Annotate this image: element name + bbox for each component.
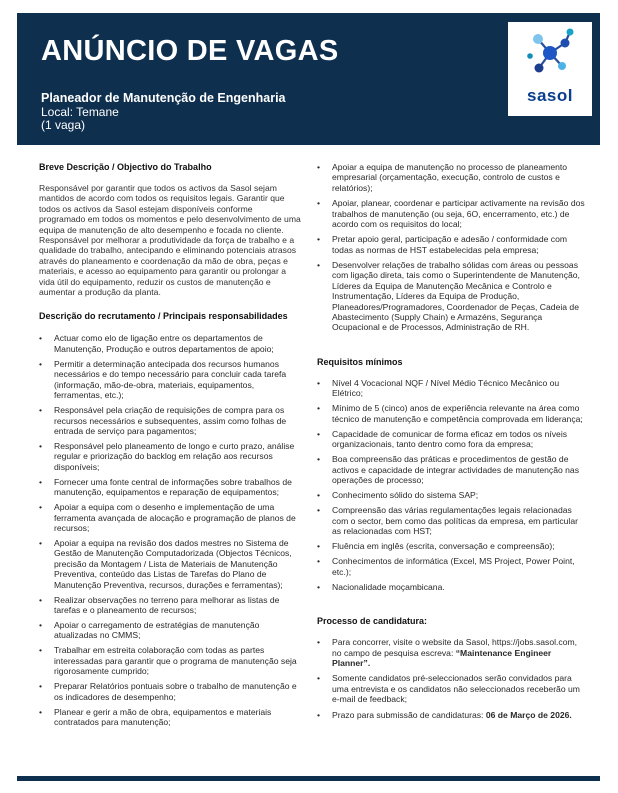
- list-item: • Compreensão das várias regulamentações legais relacionadas com o sector, bem como das políticas da empresa, em particular as relacionadas com HST;: [317, 505, 585, 536]
- list-item: • Nacionalidade moçambicana.: [317, 582, 585, 592]
- list-item: • Responsável pelo planeamento de longo e curto prazo, análise regular e priorização do backlog em relação aos recursos disponíveis;: [39, 441, 301, 472]
- list-item: • Pretar apoio geral, participação e adesão / conformidade com todas as normas de HST estabelecidas pela empresa;: [317, 234, 585, 255]
- list-item: • Fornecer uma fonte central de informações sobre trabalhos de manutenção, equipamentos e reparação de equipamentos;: [39, 477, 301, 498]
- list-item: • Mínimo de 5 (cinco) anos de experiência relevante na área como técnico de manutenção e competência comprovada em liderança;: [317, 403, 585, 424]
- list-item: • Trabalhar em estreita colaboração com todas as partes interessadas para garantir que o programa de manutenção seja rigorosamente cumprido;: [39, 645, 301, 676]
- search-term: “Maintenance Engineer Planner”.: [332, 647, 552, 668]
- page-title: ANÚNCIO DE VAGAS: [41, 35, 339, 67]
- job-position: Planeador de Manutenção de Engenharia: [41, 91, 286, 105]
- list-item: • Conhecimentos de informática (Excel, MS Project, Power Point, etc.);: [317, 556, 585, 577]
- list-item: • Apoiar, planear, coordenar e participar activamente na revisão dos trabalhos de manutenção (ou seja, 6O, encerramento, etc.) de acordo com os requisitos do local;: [317, 198, 585, 229]
- requirements-list: [317, 378, 585, 592]
- sasol-logo: [508, 22, 592, 116]
- header-banner: [17, 13, 600, 145]
- left-column: [39, 162, 301, 732]
- deadline-date: 06 de Março de 2026.: [485, 709, 572, 720]
- list-item: • Apoiar a equipa com o desenho e implementação de uma ferramenta avançada de alocação e programação de planos de recursos;: [39, 502, 301, 533]
- list-item: • Permitir a determinação antecipada dos recursos humanos necessários e do tempo necessário para concluir cada tarefa (informação, mão-de-obra, materiais, equipamentos, ferramentas, etc.);: [39, 359, 301, 401]
- list-item: [317, 637, 585, 668]
- list-item: • Boa compreensão das práticas e procedimentos de gestão de activos e capacidade de integrar actividades de manutenção nas operações de processo;: [317, 454, 585, 485]
- list-item: • Planear e gerir a mão de obra, equipamentos e materiais contratados para manutenção;: [39, 707, 301, 728]
- process-instruction: Para concorrer, visite o website da Sasol, https://jobs.sasol.com, no campo de pesquisa escreva:: [332, 637, 578, 658]
- list-item: • Preparar Relatórios pontuais sobre o trabalho de manutenção e os indicadores de desempenho;: [39, 681, 301, 702]
- footer-bar: [17, 776, 600, 781]
- list-item: • Desenvolver relações de trabalho sólidas com áreas ou pessoas com ligação direta, tais como o Superintendente de Manutenção, Líderes da Equipa de Manutenção Mecânica e Controlo e Instrumentação, Líderes da Equipa de Produção, Planeadores/Programadores, Coordenador de Peças, Cadeia de Abastecimento (Supply Chain) e Armazéns, Segurança Ocupacional e de Processos, Administração de RH.: [317, 260, 585, 333]
- list-item: • Apoiar o carregamento de estratégias de manutenção atualizadas no CMMS;: [39, 620, 301, 641]
- list-item: • Nível 4 Vocacional NQF / Nível Médio Técnico Mecânico ou Elétrico;: [317, 378, 585, 399]
- list-item: • Realizar observações no terreno para melhorar as listas de tarefas e o planeamento de recursos;: [39, 595, 301, 616]
- job-vacancies: (1 vaga): [41, 118, 86, 132]
- list-item: • Somente candidatos pré-seleccionados serão convidados para uma entrevista e os candidatos não seleccionados receberão um e-mail de feedback;: [317, 673, 585, 704]
- list-item: • Capacidade de comunicar de forma eficaz em todos os níveis organizacionais, tanto dentro como fora da empresa;: [317, 429, 585, 450]
- list-item: [317, 710, 585, 720]
- process-heading: Processo de candidatura:: [317, 616, 428, 627]
- deadline-label: Prazo para submissão de candidaturas:: [332, 709, 484, 720]
- list-item: • Fluência em inglês (escrita, conversação e compreensão);: [317, 541, 585, 551]
- duties-heading: Descrição do recrutamento / Principais responsabilidades: [39, 311, 288, 322]
- right-column: [317, 162, 585, 725]
- list-item: • Apoiar a equipa na revisão dos dados mestres no Sistema de Gestão de Manutenção Computadorizada (Objectos Técnicos, precisão da Montagem / Lista de Materiais de Manutenção Preventiva, conteúdo das Listas de Tarefas do Plano de Manutenção Preventiva, recursos, durações e ferramentas);: [39, 538, 301, 590]
- duties-list: [39, 333, 301, 727]
- summary-heading: Breve Descrição / Objectivo do Trabalho: [39, 162, 212, 172]
- process-list: [317, 637, 585, 720]
- list-item: • Responsável pela criação de requisições de compra para os recursos necessários e subsequentes, assim como folhas de entrada de serviço para pagamentos;: [39, 405, 301, 436]
- list-item: • Actuar como elo de ligação entre os departamentos de Manutenção, Produção e outros departamentos de apoio;: [39, 333, 301, 354]
- sasol-wordmark: sasol: [527, 86, 573, 105]
- job-info: [41, 92, 286, 133]
- job-location: Local: Temane: [41, 104, 119, 119]
- duties-list-continued: [317, 162, 585, 333]
- summary-paragraph: Responsável por garantir que todos os activos da Sasol sejam mantidos de acordo com todos os requisitos legais. Garantir que todos os activos da Sasol estejam disponíveis conforme programado em todos os momentos e pelo desenvolvimento de uma equipa de manutenção de alto desempenho e focada no cliente. Responsável por melhorar a produtividade da força de trabalho e a qualidade do trabalho, antecipando e eliminando potenciais atrasos através do planeamento e coordenação da mão de obra, peças e materiais, e acesso ao equipamento para garantir ou prolongar a vida útil do equipamento, reduzir os custos de manutenção e aumentar a produção da planta.: [39, 183, 301, 298]
- requirements-heading: Requisitos mínimos: [317, 356, 403, 367]
- list-item: • Apoiar a equipa de manutenção no processo de planeamento empresarial (orçamentação, execução, controlo de custos e relatórios);: [317, 162, 585, 193]
- list-item: • Conhecimento sólido do sistema SAP;: [317, 490, 585, 500]
- sasol-molecule-icon: [508, 22, 592, 86]
